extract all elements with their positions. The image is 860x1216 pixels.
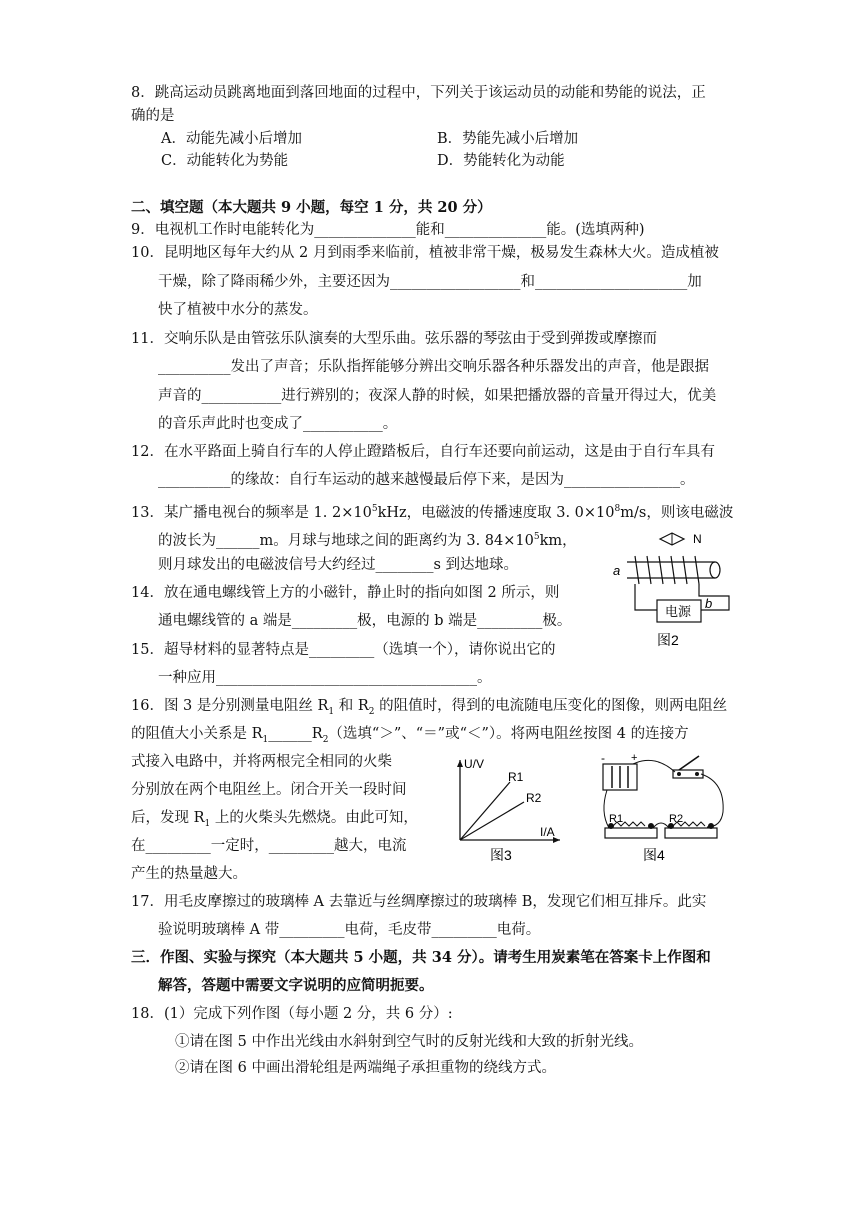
- q13-line1-part2: kHz，电磁波的传播速度取 3. 0×10: [377, 504, 615, 521]
- q13-line1-part1: 13．某广播电视台的频率是 1. 2×10: [131, 504, 372, 521]
- q16-line1-part2: 和 R: [334, 698, 369, 714]
- q16-line6: 在_________一定时，_________越大，电流: [131, 838, 407, 854]
- q11-line3: 声音的___________进行辨别的；夜深人静的时候，如果把播放器的音量开得过大，优美: [158, 388, 717, 404]
- battery-minus-label: -: [601, 752, 605, 765]
- q17-line2: 验说明玻璃棒 A 带_________电荷，毛皮带_________电荷。: [158, 922, 541, 938]
- q16-line5-part2: 上的火柴头先燃烧。由此可知，: [210, 810, 418, 826]
- q16-sub5: 1: [204, 818, 211, 829]
- q13-exp1: 5: [371, 504, 378, 514]
- q12-line1: 12．在水平路面上骑自行车的人停止蹬踏板后，自行车还要向前运动，这是由于自行车具有: [131, 444, 715, 460]
- section3-title-line1: 三．作图、实验与探究（本大题共 5 小题，共 34 分）。请考生用炭素笔在答案卡上作图和: [131, 949, 711, 966]
- solenoid-end-a-label: a: [613, 563, 621, 578]
- figure-2-solenoid: [605, 530, 735, 660]
- figure-4-caption: 图4: [643, 847, 665, 863]
- q16-line7: 产生的热量越大。: [131, 866, 247, 882]
- q16-line2-part1: 的阻值大小关系是 R: [131, 726, 263, 742]
- power-source-label: 电源: [665, 604, 692, 619]
- q13-exp3: 5: [533, 532, 540, 542]
- q16-line1-part1: 16．图 3 是分别测量电阻丝 R: [131, 698, 329, 714]
- solenoid-coil-icon: [635, 556, 720, 584]
- q16-sub4: 2: [322, 734, 329, 745]
- q8-stem-line2: 确的是: [131, 108, 175, 124]
- r1-line: [460, 782, 510, 840]
- q13-exp2: 8: [614, 504, 621, 514]
- q11-line4: 的音乐声此时也变成了___________。: [158, 416, 398, 432]
- q11-line1: 11．交响乐队是由管弦乐队演奏的大型乐曲。弦乐器的琴弦由于受到弹拨或摩擦而: [131, 331, 657, 347]
- q8-stem-line1: 8．跳高运动员跳离地面到落回地面的过程中，下列关于该运动员的动能和势能的说法，正: [131, 85, 706, 101]
- q18-line3: ②请在图 6 中画出滑轮组是两端绳子承担重物的绕线方式。: [175, 1060, 556, 1076]
- q16-line4: 分别放在两个电阻丝上。闭合开关一段时间: [131, 782, 407, 798]
- q14-line1: 14．放在通电螺线管上方的小磁针，静止时的指向如图 2 所示，则: [131, 585, 560, 601]
- q16-line1-part3: 的阻值时，得到的电流随电压变化的图像，则两电阻丝: [374, 698, 728, 714]
- battery-plus-label: +: [631, 752, 638, 764]
- fig4-r1-label: R1: [609, 813, 624, 825]
- q9-line1: 9．电视机工作时电能转化为______________能和______________能。(选填两种): [131, 222, 645, 238]
- r2-line: [460, 802, 524, 840]
- q10-line2: 干燥，除了降雨稀少外，主要还因为__________________和_____________________加: [158, 274, 702, 290]
- q8-option-a: A．动能先减小后增加: [161, 131, 302, 147]
- q15-line1: 15．超导材料的显著特点是_________（选填一个），请你说出它的: [131, 642, 556, 658]
- q16-line2: [131, 724, 689, 750]
- q16-line3: 式接入电路中，并将两根完全相同的火柴: [131, 754, 392, 770]
- q13-line3: 则月球发出的电磁波信号大约经过________s 到达地球。: [158, 557, 519, 573]
- source-end-b-label: b: [705, 596, 713, 611]
- q18-line2: ①请在图 5 中作出光线由水斜射到空气时的反射光线和大致的折射光线。: [175, 1034, 643, 1050]
- r2-board: [665, 828, 717, 838]
- q16-sub1: 1: [328, 706, 335, 717]
- q17-line1: 17．用毛皮摩擦过的玻璃棒 A 去靠近与丝绸摩擦过的玻璃棒 B，发现它们相互排斥。此实: [131, 894, 707, 910]
- x-axis-label: I/A: [540, 825, 555, 839]
- y-axis-label: U/V: [464, 757, 485, 771]
- q8-option-b: B．势能先减小后增加: [437, 131, 579, 147]
- section3-title-line2: 解答，答题中需要文字说明的应简明扼要。: [158, 977, 434, 994]
- q11-line2: __________发出了声音；乐队指挥能够分辨出交响乐器各种乐器发出的声音，他是跟据: [158, 359, 709, 375]
- q16-sub3: 1: [262, 734, 269, 745]
- r2-label: R2: [526, 791, 542, 805]
- q16-line5: [131, 808, 418, 834]
- q13-line1: [131, 499, 733, 523]
- figure-3-graph: [448, 752, 568, 867]
- fig4-r2-label: R2: [669, 813, 684, 825]
- section2-title: 二、填空题（本大题共 9 小题，每空 1 分，共 20 分）: [131, 199, 492, 216]
- q16-line1: [131, 696, 727, 722]
- figure-2-caption: 图2: [657, 632, 679, 648]
- q15-line2: 一种应用____________________________________。: [158, 670, 492, 686]
- q10-line1: 10．昆明地区每年大约从 2 月到雨季来临前，植被非常干燥，极易发生森林大火。造成植被: [131, 245, 719, 261]
- q13-line2-part2: km，: [539, 532, 577, 549]
- figure-4-circuit: [595, 752, 735, 867]
- compass-north-label: N: [693, 532, 702, 546]
- q13-line2: [158, 527, 577, 551]
- q13-line2-part1: 的波长为______m。月球与地球之间的距离约为 3. 84×10: [158, 532, 534, 549]
- q18-line1: 18．(1）完成下列作图（每小题 2 分，共 6 分）:: [131, 1006, 453, 1022]
- figure-3-caption: 图3: [490, 847, 512, 863]
- q12-line2: __________的缘故：自行车运动的越来越慢最后停下来，是因为________________。: [158, 472, 695, 488]
- q8-option-d: D．势能转化为动能: [437, 153, 565, 169]
- q10-line3: 快了植被中水分的蒸发。: [158, 302, 318, 318]
- q16-sub2: 2: [368, 706, 375, 717]
- q14-line2: 通电螺线管的 a 端是_________极，电源的 b 端是_________极。: [158, 613, 572, 629]
- q13-line1-part3: m/s，则该电磁波: [620, 504, 734, 521]
- r1-board: [605, 828, 657, 838]
- q16-line2-part3: （选填“＞”、“＝”或“＜”）。将两电阻丝按图 4 的连接方: [328, 726, 689, 742]
- q8-option-c: C．动能转化为势能: [161, 153, 289, 169]
- r1-label: R1: [508, 770, 524, 784]
- q16-line2-part2: ______R: [268, 726, 323, 742]
- q16-line5-part1: 后，发现 R: [131, 810, 205, 826]
